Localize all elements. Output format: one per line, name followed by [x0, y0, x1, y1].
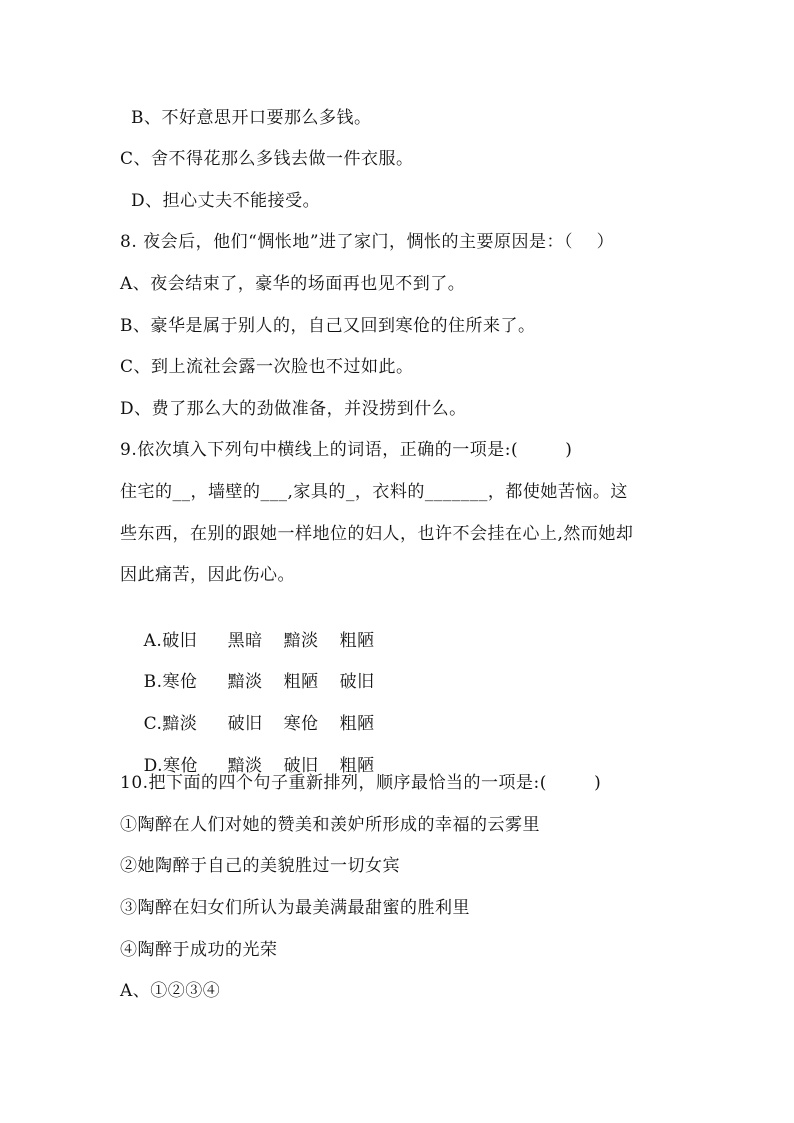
q10-sentence-2: ②她陶醉于自己的美貌胜过一切女宾 [120, 856, 400, 876]
q10-sentence-1: ①陶醉在人们对她的赞美和羡妒所形成的幸福的云雾里 [120, 815, 540, 835]
option-word: 黯淡 [227, 672, 263, 692]
option-word: 破旧 [283, 756, 319, 776]
option-word: 黑暗 [227, 631, 263, 651]
q9-passage-line-1: 住宅的__，墙壁的___,家具的_，衣料的_______，都使她苦恼。这 [120, 482, 628, 502]
q8-option-a: A、夜会结束了，豪华的场面再也见不到了。 [120, 274, 466, 294]
option-word: 寒伧 [283, 714, 319, 734]
q7-option-d: D、担心丈夫不能接受。 [131, 191, 321, 211]
option-label: D.寒伧 [143, 756, 199, 776]
option-label: A.破旧 [143, 631, 198, 651]
q7-option-c: C、舍不得花那么多钱去做一件衣服。 [120, 149, 414, 169]
option-label: B.寒伧 [143, 672, 198, 692]
option-word: 破旧 [227, 714, 263, 734]
option-word: 粗陋 [339, 756, 375, 776]
option-label: C.黯淡 [143, 714, 198, 734]
option-word: 破旧 [339, 672, 375, 692]
q10-option-a: A、①②③④ [120, 981, 221, 1001]
option-word: 黯淡 [227, 756, 263, 776]
option-word: 粗陋 [339, 714, 375, 734]
question-9: 9.依次填入下列句中横线上的词语，正确的一项是:( ) [120, 440, 573, 460]
q7-option-b: B、不好意思开口要那么多钱。 [131, 108, 372, 128]
question-10: 10.把下面的四个句子重新排列，顺序最恰当的一项是:( ) [120, 773, 602, 793]
question-8: 8. 夜会后，他们“惆怅地”进了家门，惆怅的主要原因是：（ ） [120, 232, 615, 252]
q8-option-c: C、到上流社会露一次脸也不过如此。 [120, 357, 414, 377]
q8-option-d: D、费了那么大的劲做准备，并没捞到什么。 [120, 399, 467, 419]
q10-sentence-4: ④陶醉于成功的光荣 [120, 940, 278, 960]
option-word: 黯淡 [283, 631, 319, 651]
q10-sentence-3: ③陶醉在妇女们所认为最美满最甜蜜的胜利里 [120, 898, 470, 918]
option-word: 粗陋 [339, 631, 375, 651]
q9-passage-line-3: 因此痛苦，因此伤心。 [120, 565, 295, 585]
option-word: 粗陋 [283, 672, 319, 692]
q9-passage-line-2: 些东西，在别的跟她一样地位的妇人，也许不会挂在心上,然而她却 [120, 524, 634, 544]
q8-option-b: B、豪华是属于别人的，自己又回到寒伧的住所来了。 [120, 316, 536, 336]
